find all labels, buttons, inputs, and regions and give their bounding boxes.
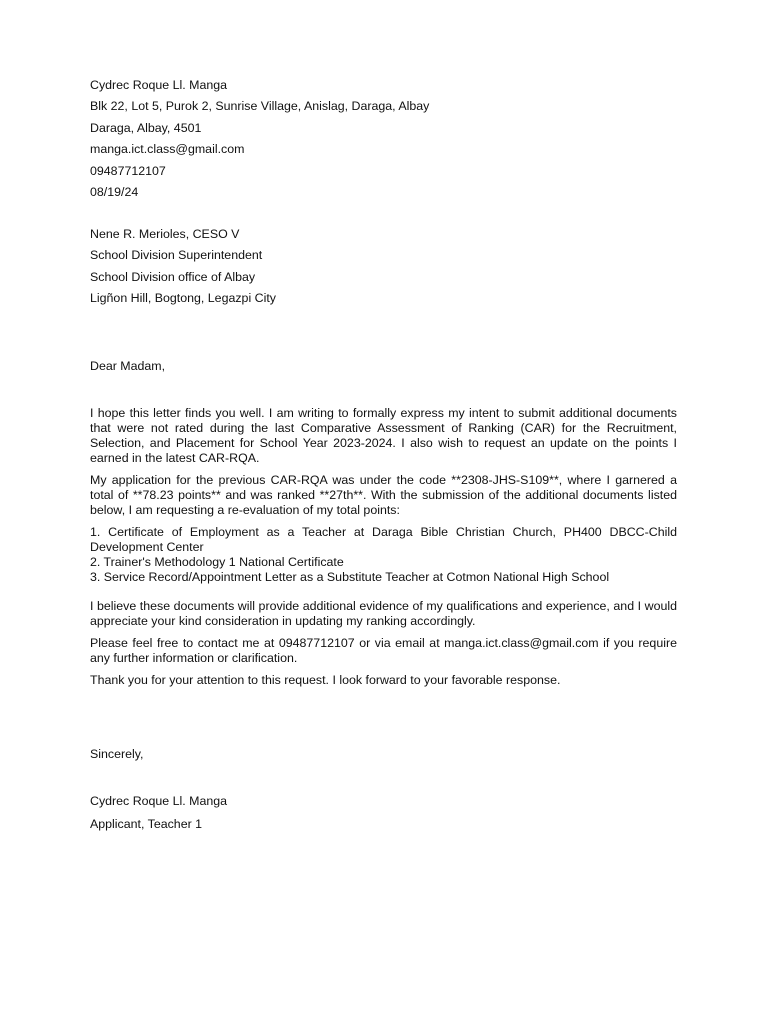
sender-phone: 09487712107 [90,163,166,178]
valediction: Sincerely, [90,747,144,761]
list-item: 2. Trainer's Methodology 1 National Certificate [90,555,344,569]
body-paragraph-5: Thank you for your attention to this request. I look forward to your favorable response. [90,673,561,687]
recipient-title: School Division Superintendent [90,248,263,263]
body-paragraph-3: I believe these documents will provide additional evidence of my qualifications and experience, and I would appreciate your kind consideration in updating my ranking accordingly. [90,599,677,628]
sender-block [90,78,677,206]
sender-address-line1: Blk 22, Lot 5, Purok 2, Sunrise Village, Anislag, Daraga, Albay [90,99,430,114]
documents-list [90,525,677,585]
sender-address-line2: Daraga, Albay, 4501 [90,120,202,135]
recipient-address: Ligñon Hill, Bogtong, Legazpi City [90,291,276,306]
letter-date: 08/19/24 [90,184,139,199]
body-paragraph-2: My application for the previous CAR-RQA was under the code **2308-JHS-S109**, where I garnered a total of **78.23 points** and was ranked **27th**. With the submission of the additional documents listed below, I am requesting a re-evaluation of my total points: [90,473,677,517]
signatory-name: Cydrec Roque Ll. Manga [90,794,228,808]
signature-block [90,794,677,840]
sender-email: manga.ict.class@gmail.com [90,142,245,157]
list-item: 3. Service Record/Appointment Letter as a Substitute Teacher at Cotmon National High School [90,570,610,584]
body-paragraph-4: Please feel free to contact me at 09487712107 or via email at manga.ict.class@gmail.com if you require any further information or clarification. [90,636,677,665]
recipient-name: Nene R. Merioles, CESO V [90,227,240,241]
list-item: 1. Certificate of Employment as a Teacher at Daraga Bible Christian Church, PH400 DBCC-Child Development Center [90,525,677,554]
signatory-position: Applicant, Teacher 1 [90,817,203,831]
sender-name: Cydrec Roque Ll. Manga [90,78,228,92]
body-paragraph-1: I hope this letter finds you well. I am writing to formally express my intent to submit additional documents that were not rated during the last Comparative Assessment of Ranking (CAR) for the Recruitment, Selection, and Placement for School Year 2023-2024. I also wish to request an update on the points I earned in the latest CAR-RQA. [90,406,677,465]
recipient-block [90,227,677,313]
salutation-block [90,359,677,374]
recipient-office: School Division office of Albay [90,269,256,284]
salutation: Dear Madam, [90,359,166,373]
letter-body [90,406,677,695]
closing-block [90,747,677,770]
